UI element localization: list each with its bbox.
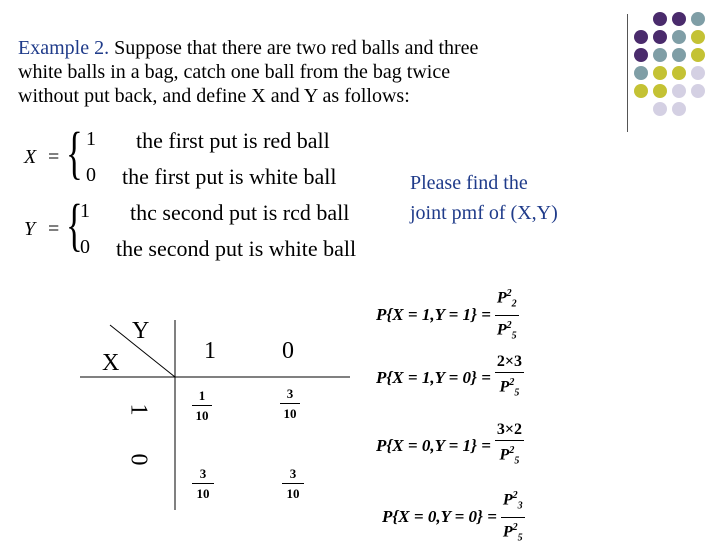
dot-teal <box>634 66 648 80</box>
x-equals: = <box>48 146 60 168</box>
table-header-x: X <box>102 350 120 376</box>
title-line-3: without put back, and define X and Y as follows: <box>18 85 410 107</box>
dot-olive <box>653 84 667 98</box>
dot-olive <box>691 48 705 62</box>
table-header-y: Y <box>132 318 150 344</box>
dot-olive <box>691 30 705 44</box>
x-value-one: 1 <box>86 128 96 150</box>
dot-purple <box>672 12 686 26</box>
dot-lavender <box>672 84 686 98</box>
slide-title <box>18 36 478 108</box>
table-row-1: 1 <box>125 403 152 416</box>
dot-olive <box>653 66 667 80</box>
dot-purple <box>634 30 648 44</box>
table-cell-0-0: 3 10 <box>282 466 304 501</box>
dot-lavender <box>672 102 686 116</box>
formula-fraction: $\frac{2\times 3}{P^2_5}$ <box>496 353 522 399</box>
dot-teal <box>653 48 667 62</box>
y-equals: = <box>48 218 60 240</box>
title-line-1 <box>18 36 478 60</box>
table-cell-1-0: 3 10 <box>280 386 300 421</box>
table-row-2: 0 <box>125 453 152 466</box>
formula-fraction: $\frac{P^2_2}{P^2_5}$ <box>496 288 517 342</box>
formula-fraction: $\frac{P^2_3}{P^2_5}$ <box>502 490 523 544</box>
x-value-zero: 0 <box>86 164 96 186</box>
title-line-1-text: Suppose that there are two red balls and three <box>109 37 479 59</box>
formula-x0-y0 <box>382 486 525 548</box>
title-line-2: white balls in a bag, catch one ball from the bag twice <box>18 61 451 83</box>
dot-teal <box>672 48 686 62</box>
example-label: Example 2. <box>18 37 110 59</box>
dot-teal <box>691 12 705 26</box>
table-col-1: 1 <box>204 338 216 364</box>
x-case-white: the first put is white ball <box>122 164 337 189</box>
dot-olive <box>672 66 686 80</box>
dot-lavender <box>653 102 667 116</box>
table-cell-0-1: 3 10 <box>192 466 214 501</box>
formula-lhs: P{X = 0,Y = 0} = <box>382 507 497 527</box>
formula-lhs: P{X = 1,Y = 1} = <box>376 305 491 325</box>
y-value-zero: 0 <box>80 236 90 258</box>
dot-purple <box>653 12 667 26</box>
title-divider <box>627 14 628 132</box>
table-col-2: 0 <box>282 338 294 364</box>
formula-x1-y0 <box>376 352 524 404</box>
dot-teal <box>672 30 686 44</box>
dot-purple <box>653 30 667 44</box>
formula-fraction: $\frac{3\times 2}{P^2_5}$ <box>496 421 522 467</box>
prompt-line-1: Please find the <box>410 172 528 194</box>
formula-x1-y1 <box>376 284 519 346</box>
x-variable: X <box>24 146 37 168</box>
y-case-white: the second put is white ball <box>116 236 357 261</box>
table-cell-1-1: 1 10 <box>192 388 212 423</box>
x-case-red: the first put is red ball <box>136 128 330 153</box>
y-value-one: 1 <box>80 200 90 222</box>
formula-lhs: P{X = 0,Y = 1} = <box>376 435 491 455</box>
dot-lavender <box>691 66 705 80</box>
question-prompt <box>410 168 558 228</box>
y-variable: Y <box>24 218 36 240</box>
y-case-red: thc second put is rcd ball <box>130 200 350 225</box>
formula-lhs: P{X = 1,Y = 0} = <box>376 367 491 387</box>
dot-lavender <box>691 84 705 98</box>
y-brace: { <box>66 192 83 257</box>
formula-x0-y1 <box>376 420 524 472</box>
dot-purple <box>634 48 648 62</box>
dot-olive <box>634 84 648 98</box>
prompt-line-2: joint pmf of (X,Y) <box>410 202 558 224</box>
x-brace: { <box>66 120 83 185</box>
